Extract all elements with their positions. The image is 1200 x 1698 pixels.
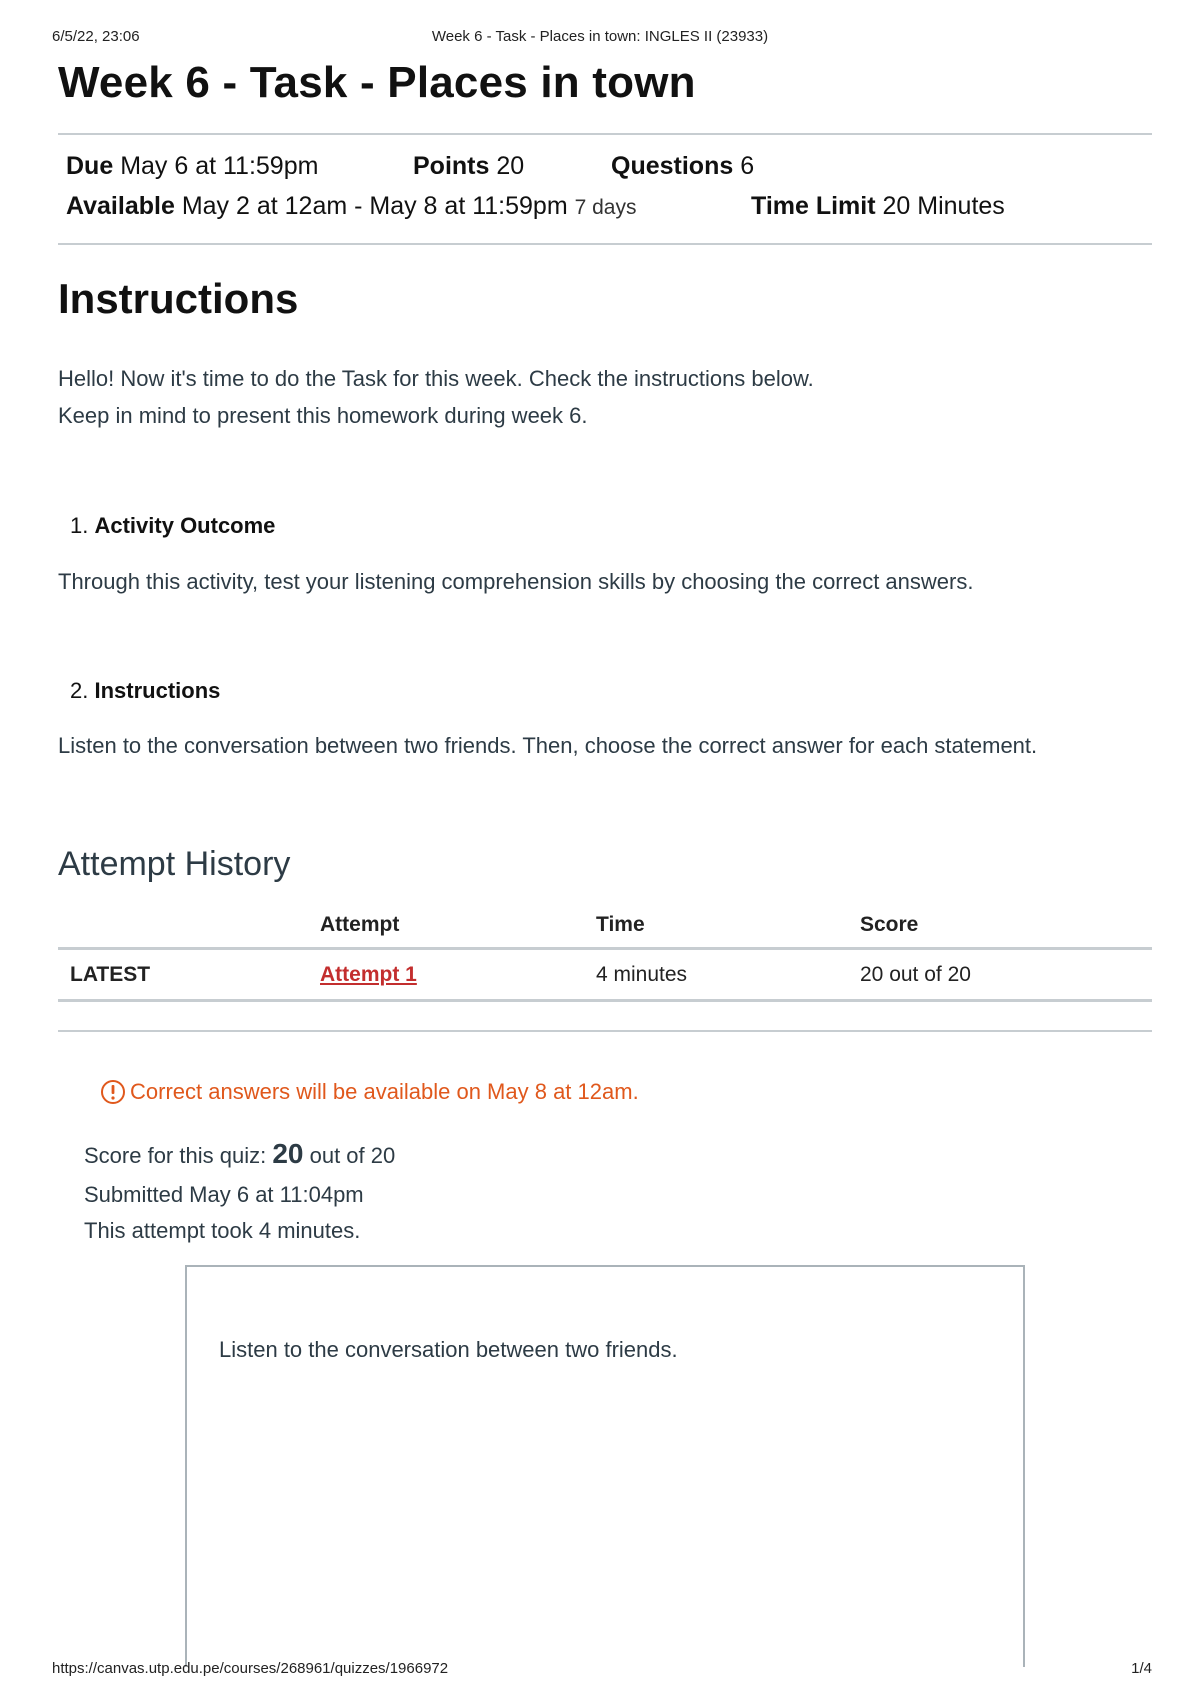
item-number: 1. <box>70 513 89 538</box>
submitted-time: Submitted May 6 at 11:04pm <box>84 1182 364 1207</box>
attempt-score: 20 out of 20 <box>860 949 1152 1001</box>
correct-answers-notice <box>100 1079 639 1105</box>
time-limit-info <box>751 192 1005 221</box>
notice-text: Correct answers will be available on May 8 at 12am. <box>130 1079 639 1104</box>
item-title: Instructions <box>94 678 221 703</box>
print-url: https://canvas.utp.edu.pe/courses/268961/quizzes/1966972 <box>52 1660 449 1677</box>
column-header <box>58 905 320 949</box>
activity-outcome-text: Through this activity, test your listening comprehension skills by choosing the correct answers. <box>58 569 974 594</box>
latest-label: LATEST <box>58 949 320 1001</box>
attempt-1-link[interactable]: Attempt 1 <box>320 963 417 986</box>
title-divider <box>58 133 1152 135</box>
page-title: Week 6 - Task - Places in town <box>58 58 696 107</box>
attempt-duration: This attempt took 4 minutes. <box>84 1218 361 1243</box>
print-page-number: 1/4 <box>1131 1660 1152 1677</box>
list-item-instructions <box>70 678 220 704</box>
due-info <box>66 152 318 181</box>
attempt-history-heading: Attempt History <box>58 845 291 883</box>
warning-icon <box>100 1079 126 1105</box>
available-duration: 7 days <box>574 196 637 219</box>
list-item-activity-outcome <box>70 513 275 539</box>
points-value: 20 <box>496 152 525 180</box>
results-divider <box>58 1030 1152 1032</box>
score-suffix: out of 20 <box>309 1143 396 1168</box>
time-limit-value: 20 Minutes <box>882 192 1005 220</box>
points-info <box>413 152 524 181</box>
score-prefix: Score for this quiz: <box>84 1143 267 1168</box>
available-info <box>66 192 636 221</box>
question-text: Listen to the conversation between two friends. <box>219 1337 678 1362</box>
table-row <box>58 949 1152 1001</box>
print-page-title: Week 6 - Task - Places in town: INGLES II (23933) <box>431 28 769 45</box>
item-title: Activity Outcome <box>94 513 276 538</box>
questions-label: Questions <box>611 152 734 180</box>
instructions-heading: Instructions <box>58 275 299 322</box>
available-value: May 2 at 12am - May 8 at 11:59pm <box>181 192 568 220</box>
table-header-row <box>58 905 1152 949</box>
available-label: Available <box>66 192 175 220</box>
quiz-score <box>84 1138 395 1170</box>
intro-line-1: Hello! Now it's time to do the Task for this week. Check the instructions below. <box>58 366 814 391</box>
meta-divider <box>58 243 1152 245</box>
attempt-history-table <box>58 905 1152 1002</box>
print-datetime: 6/5/22, 23:06 <box>52 28 140 45</box>
instructions-text: Listen to the conversation between two friends. Then, choose the correct answer for each statement. <box>58 733 1038 758</box>
questions-value: 6 <box>740 152 755 180</box>
score-value: 20 <box>272 1138 304 1169</box>
points-label: Points <box>413 152 490 180</box>
due-value: May 6 at 11:59pm <box>120 152 319 180</box>
time-limit-label: Time Limit <box>751 192 876 220</box>
column-header-score: Score <box>860 905 1152 949</box>
item-number: 2. <box>70 678 89 703</box>
questions-info <box>611 152 754 181</box>
due-label: Due <box>66 152 114 180</box>
column-header-time: Time <box>596 905 860 949</box>
intro-line-2: Keep in mind to present this homework during week 6. <box>58 403 588 428</box>
column-header-attempt: Attempt <box>320 905 596 949</box>
question-box <box>185 1265 1025 1667</box>
attempt-time: 4 minutes <box>596 949 860 1001</box>
